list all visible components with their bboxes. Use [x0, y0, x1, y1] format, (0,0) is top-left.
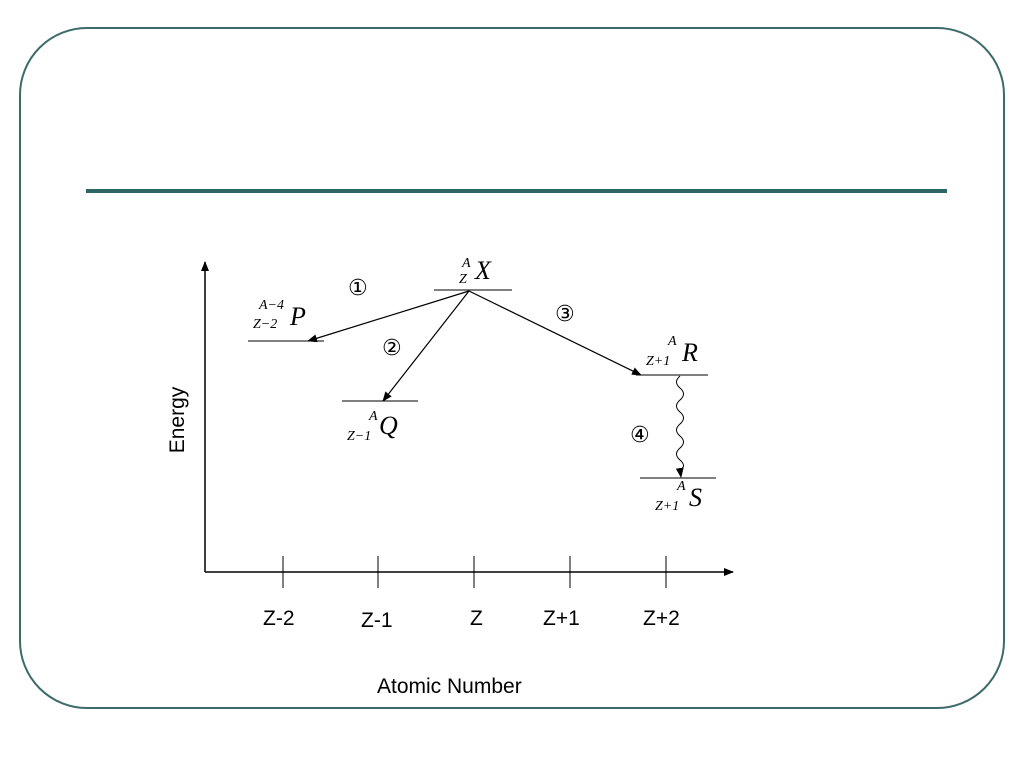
mass-number: A−4	[259, 298, 284, 313]
mass-number: A	[668, 334, 677, 349]
atomic-number: Z−2	[253, 317, 278, 332]
nuclide-symbol: Q	[379, 411, 398, 440]
atomic-number: Z	[459, 272, 467, 287]
tick-label: Z-2	[263, 607, 295, 630]
transition-4-label: ④	[630, 423, 650, 448]
nuclide-symbol: P	[290, 302, 306, 331]
tick-label: Z	[470, 607, 483, 630]
tick-label: Z-1	[361, 609, 393, 632]
transition-1-label: ①	[348, 276, 368, 301]
atomic-number: Z+1	[646, 354, 671, 369]
mass-number: A	[462, 256, 471, 271]
wavy-arrow-4	[677, 376, 684, 477]
mass-number: A	[677, 479, 686, 494]
x-axis-label: Atomic Number	[377, 675, 522, 698]
atomic-number: Z+1	[655, 499, 680, 514]
nuclide-symbol: X	[475, 256, 491, 285]
tick-label: Z+1	[543, 607, 580, 630]
y-axis-label: Energy	[166, 386, 189, 454]
atomic-number: Z−1	[347, 429, 372, 444]
nuclide-symbol: R	[682, 338, 698, 367]
mass-number: A	[369, 409, 378, 424]
nuclide-symbol: S	[689, 483, 702, 512]
transition-2-label: ②	[382, 336, 402, 361]
transition-3-label: ③	[555, 302, 575, 327]
arrow-1	[308, 291, 469, 341]
tick-label: Z+2	[643, 607, 680, 630]
